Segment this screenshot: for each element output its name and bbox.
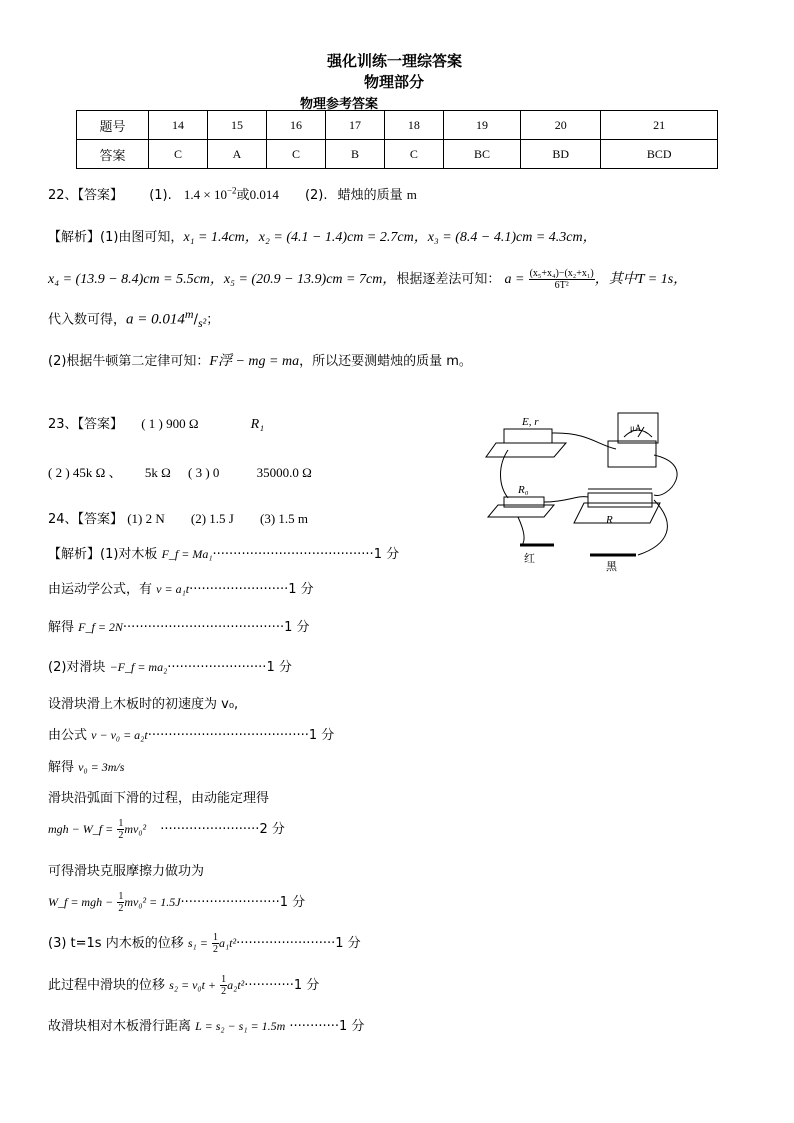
analysis-text: (3) t=1s 内木板的位移 xyxy=(48,936,184,951)
score: 1 分 xyxy=(266,660,292,675)
fraction-numerator: 1 xyxy=(118,818,124,829)
q22-part1-value: 1.4 × 10 xyxy=(183,187,227,202)
analysis-text: (1)对木板 xyxy=(100,547,158,562)
equation-x1: x₁ = 1.4cm， xyxy=(183,230,259,245)
table-row xyxy=(77,140,718,169)
analysis-label: 【解析】 xyxy=(48,547,101,562)
equation-newton: F浮 − mg = ma xyxy=(209,354,300,369)
equation-t: ，其中T = 1s， xyxy=(594,272,688,287)
equation: mv₀² xyxy=(124,822,147,836)
score: 1 分 xyxy=(284,620,310,635)
equation-a: a = xyxy=(504,272,525,287)
score: 1 分 xyxy=(339,1019,365,1034)
q24-step8: 滑块沿弧面下滑的过程，由动能定理得 xyxy=(48,791,270,806)
q24-step14 xyxy=(48,1015,364,1034)
q22-analysis-line3: 代入数可得，$a = 0.014^m/_{s^2}$； xyxy=(48,307,220,330)
q23-part3b: 35000.0 Ω xyxy=(256,465,312,480)
analysis-text: 代入数可得， xyxy=(48,312,127,328)
row-label: 题号 xyxy=(77,111,149,140)
table-cell: BC xyxy=(443,140,520,169)
fraction-denominator: 2 xyxy=(118,903,124,914)
fraction-numerator: 1 xyxy=(212,932,218,943)
equation-x3: x₃ = (8.4 − 4.1)cm = 4.3cm， xyxy=(427,230,597,245)
q24-step6 xyxy=(48,724,334,743)
score: 1 分 xyxy=(308,728,335,743)
q24-step9 xyxy=(48,818,285,841)
q22-or: 或 xyxy=(236,188,250,203)
equation-x5: x₅ = (20.9 − 13.9)cm = 7cm， xyxy=(223,272,397,287)
q23-head: 23、【答案】 xyxy=(48,417,124,432)
battery-icon xyxy=(504,429,552,443)
analysis-label: 【解析】 xyxy=(48,230,101,245)
q22-analysis-line1 xyxy=(48,226,597,246)
answer-table xyxy=(76,110,718,169)
q24-step3 xyxy=(48,616,310,635)
q24-step7 xyxy=(48,756,124,775)
q24-ans2: (2) 1.5 J xyxy=(190,511,234,526)
leader-dots: ························ xyxy=(160,822,260,837)
rheostat-coil xyxy=(588,493,652,507)
wire xyxy=(544,497,588,502)
score: 2 分 xyxy=(259,822,285,837)
leader-dots: ············ xyxy=(244,978,294,993)
analysis-text: 解得 xyxy=(48,760,75,775)
fraction-half xyxy=(212,932,219,955)
red-label: 红 xyxy=(524,552,535,565)
black-label: 黑 xyxy=(606,560,617,573)
fraction-denominator: 2 xyxy=(212,944,218,955)
leader-dots: ························ xyxy=(167,660,267,675)
equation: a₂t² xyxy=(227,978,245,992)
equation: v − v₀ = a₂t xyxy=(91,728,148,742)
equation: mgh − W_f = xyxy=(48,822,114,836)
equation: mv₀² = 1.5J xyxy=(124,895,181,909)
r-label: R xyxy=(606,514,613,526)
leader-dots: ······································· xyxy=(122,620,285,635)
score: 1 分 xyxy=(335,936,361,951)
leader-dots: ······································· xyxy=(212,547,374,562)
equation: s₂ = v₀t + xyxy=(169,978,217,992)
leader-dots: ······································· xyxy=(147,728,309,743)
q23-part2b: 5k Ω xyxy=(144,465,171,480)
leader-dots: ························ xyxy=(236,936,336,951)
score: 1 分 xyxy=(288,582,314,597)
fraction-numerator: (x₅+x₄)−(x₂+x₁) xyxy=(529,268,594,279)
table-cell: BCD xyxy=(601,140,718,169)
analysis-text: 由运动学公式，有 xyxy=(48,582,153,597)
equation: W_f = mgh − xyxy=(48,895,114,909)
difference-fraction xyxy=(529,268,595,291)
fraction-denominator: 6T² xyxy=(554,280,569,291)
q22-part2-label: (2). xyxy=(304,188,328,203)
page-title: 强化训练一理综答案 xyxy=(327,52,463,70)
table-cell: 21 xyxy=(601,111,718,140)
wire xyxy=(518,517,524,545)
q23-part1: ( 1 ) 900 Ω xyxy=(141,416,199,431)
table-caption: 物理参考答案 xyxy=(300,97,379,112)
table-cell: 16 xyxy=(266,111,325,140)
q24-step13 xyxy=(48,974,319,997)
q24-answer-line xyxy=(48,508,308,527)
analysis-text: (1)由图可知， xyxy=(100,230,184,245)
rheostat-board xyxy=(574,503,660,523)
unit-s2: s² xyxy=(197,315,207,330)
analysis-text: 由公式 xyxy=(48,728,88,743)
analysis-text: ； xyxy=(206,312,220,328)
unit-m: m xyxy=(184,307,194,321)
q23-answer-line2 xyxy=(48,462,312,481)
analysis-text: (2)对滑块 xyxy=(48,660,106,675)
row-label: 答案 xyxy=(77,140,149,169)
table-cell: 14 xyxy=(149,111,208,140)
leader-dots: ························ xyxy=(189,582,289,597)
fraction-numerator: 1 xyxy=(221,974,227,985)
analysis-text: ，所以还要测蜡烛的质量 m。 xyxy=(299,354,472,369)
q23-part2: ( 2 ) 45k Ω 、 xyxy=(48,465,122,480)
q22-part1-exp: −2 xyxy=(226,185,237,196)
table-cell: C xyxy=(266,140,325,169)
table-cell: 17 xyxy=(325,111,384,140)
q24-ans1: (1) 2 N xyxy=(127,511,165,526)
score: 1 分 xyxy=(293,978,320,993)
fraction-denominator: 2 xyxy=(118,830,124,841)
q23-r1: R₁ xyxy=(250,417,265,432)
analysis-text: 解得 xyxy=(48,620,75,635)
q24-step2 xyxy=(48,578,314,597)
analysis-text: 故滑块相对木板滑行距离 xyxy=(48,1019,192,1034)
equation-x2: x₂ = (4.1 − 1.4)cm = 2.7cm， xyxy=(258,230,428,245)
table-cell: 18 xyxy=(384,111,443,140)
wire xyxy=(654,455,677,495)
equation-x4: x₄ = (13.9 − 8.4)cm = 5.5cm， xyxy=(48,272,224,287)
equation: −F_f = ma₂ xyxy=(109,660,168,674)
q22-analysis-line2 xyxy=(48,268,687,291)
equation: v₀ = 3m/s xyxy=(78,760,125,774)
q22-part1-label: (1). xyxy=(149,188,172,203)
score: 1 分 xyxy=(279,895,306,910)
q24-step1 xyxy=(48,543,399,562)
table-cell: 15 xyxy=(207,111,266,140)
equation: s₁ = xyxy=(187,936,208,950)
q24-step12 xyxy=(48,932,361,955)
wire xyxy=(638,500,667,555)
analysis-text: 根据逐差法可知： xyxy=(396,272,501,287)
q24-head: 24、【答案】 xyxy=(48,512,124,527)
table-cell: A xyxy=(207,140,266,169)
equation-a-value: a = 0.014 xyxy=(126,311,185,328)
score: 1 分 xyxy=(373,547,400,562)
equation: a₁t² xyxy=(218,936,237,950)
table-cell: B xyxy=(325,140,384,169)
wire xyxy=(556,433,616,449)
q22-head: 22、【答案】 xyxy=(48,188,124,203)
q24-step4 xyxy=(48,656,292,675)
leader-dots: ························ xyxy=(180,895,280,910)
r0-label: R₀ xyxy=(518,484,529,496)
table-cell: C xyxy=(384,140,443,169)
section-title: 物理部分 xyxy=(364,73,425,91)
q23-part3: ( 3 ) 0 xyxy=(188,465,220,480)
fraction-numerator: 1 xyxy=(118,891,124,902)
q24-step10: 可得滑块克服摩擦力做功为 xyxy=(48,864,205,879)
meter-label: μA xyxy=(630,423,642,433)
table-cell: BD xyxy=(521,140,601,169)
q22-part1-alt: 0.014 xyxy=(249,187,279,202)
fraction-denominator: 2 xyxy=(221,986,227,997)
equation: v = a₁t xyxy=(156,582,190,596)
table-cell: 20 xyxy=(521,111,601,140)
meter-base xyxy=(608,441,656,467)
table-cell: C xyxy=(149,140,208,169)
q23-answer-line1 xyxy=(48,413,264,433)
source-label: E, r xyxy=(522,416,539,428)
battery-board xyxy=(486,443,566,457)
table-cell: 19 xyxy=(443,111,520,140)
table-row xyxy=(77,111,718,140)
q22-answer-line xyxy=(48,184,417,203)
circuit-figure xyxy=(478,405,734,575)
equation: F_f = Ma₁ xyxy=(161,547,213,561)
analysis-text: (2)根据牛顿第二定律可知： xyxy=(48,354,210,369)
q22-part2-var: m xyxy=(406,187,417,202)
q22-analysis-line4 xyxy=(48,350,472,370)
q24-step11 xyxy=(48,891,305,914)
leader-dots: ············ xyxy=(289,1019,339,1034)
q24-ans3: (3) 1.5 m xyxy=(259,511,309,526)
analysis-text: 此过程中滑块的位移 xyxy=(48,978,166,993)
q22-part2-text: 蜡烛的质量 xyxy=(337,188,403,203)
equation: F_f = 2N xyxy=(78,620,123,634)
equation: L = s₂ − s₁ = 1.5m xyxy=(195,1019,286,1033)
q24-step5: 设滑块滑上木板时的初速度为 v₀, xyxy=(48,697,239,712)
